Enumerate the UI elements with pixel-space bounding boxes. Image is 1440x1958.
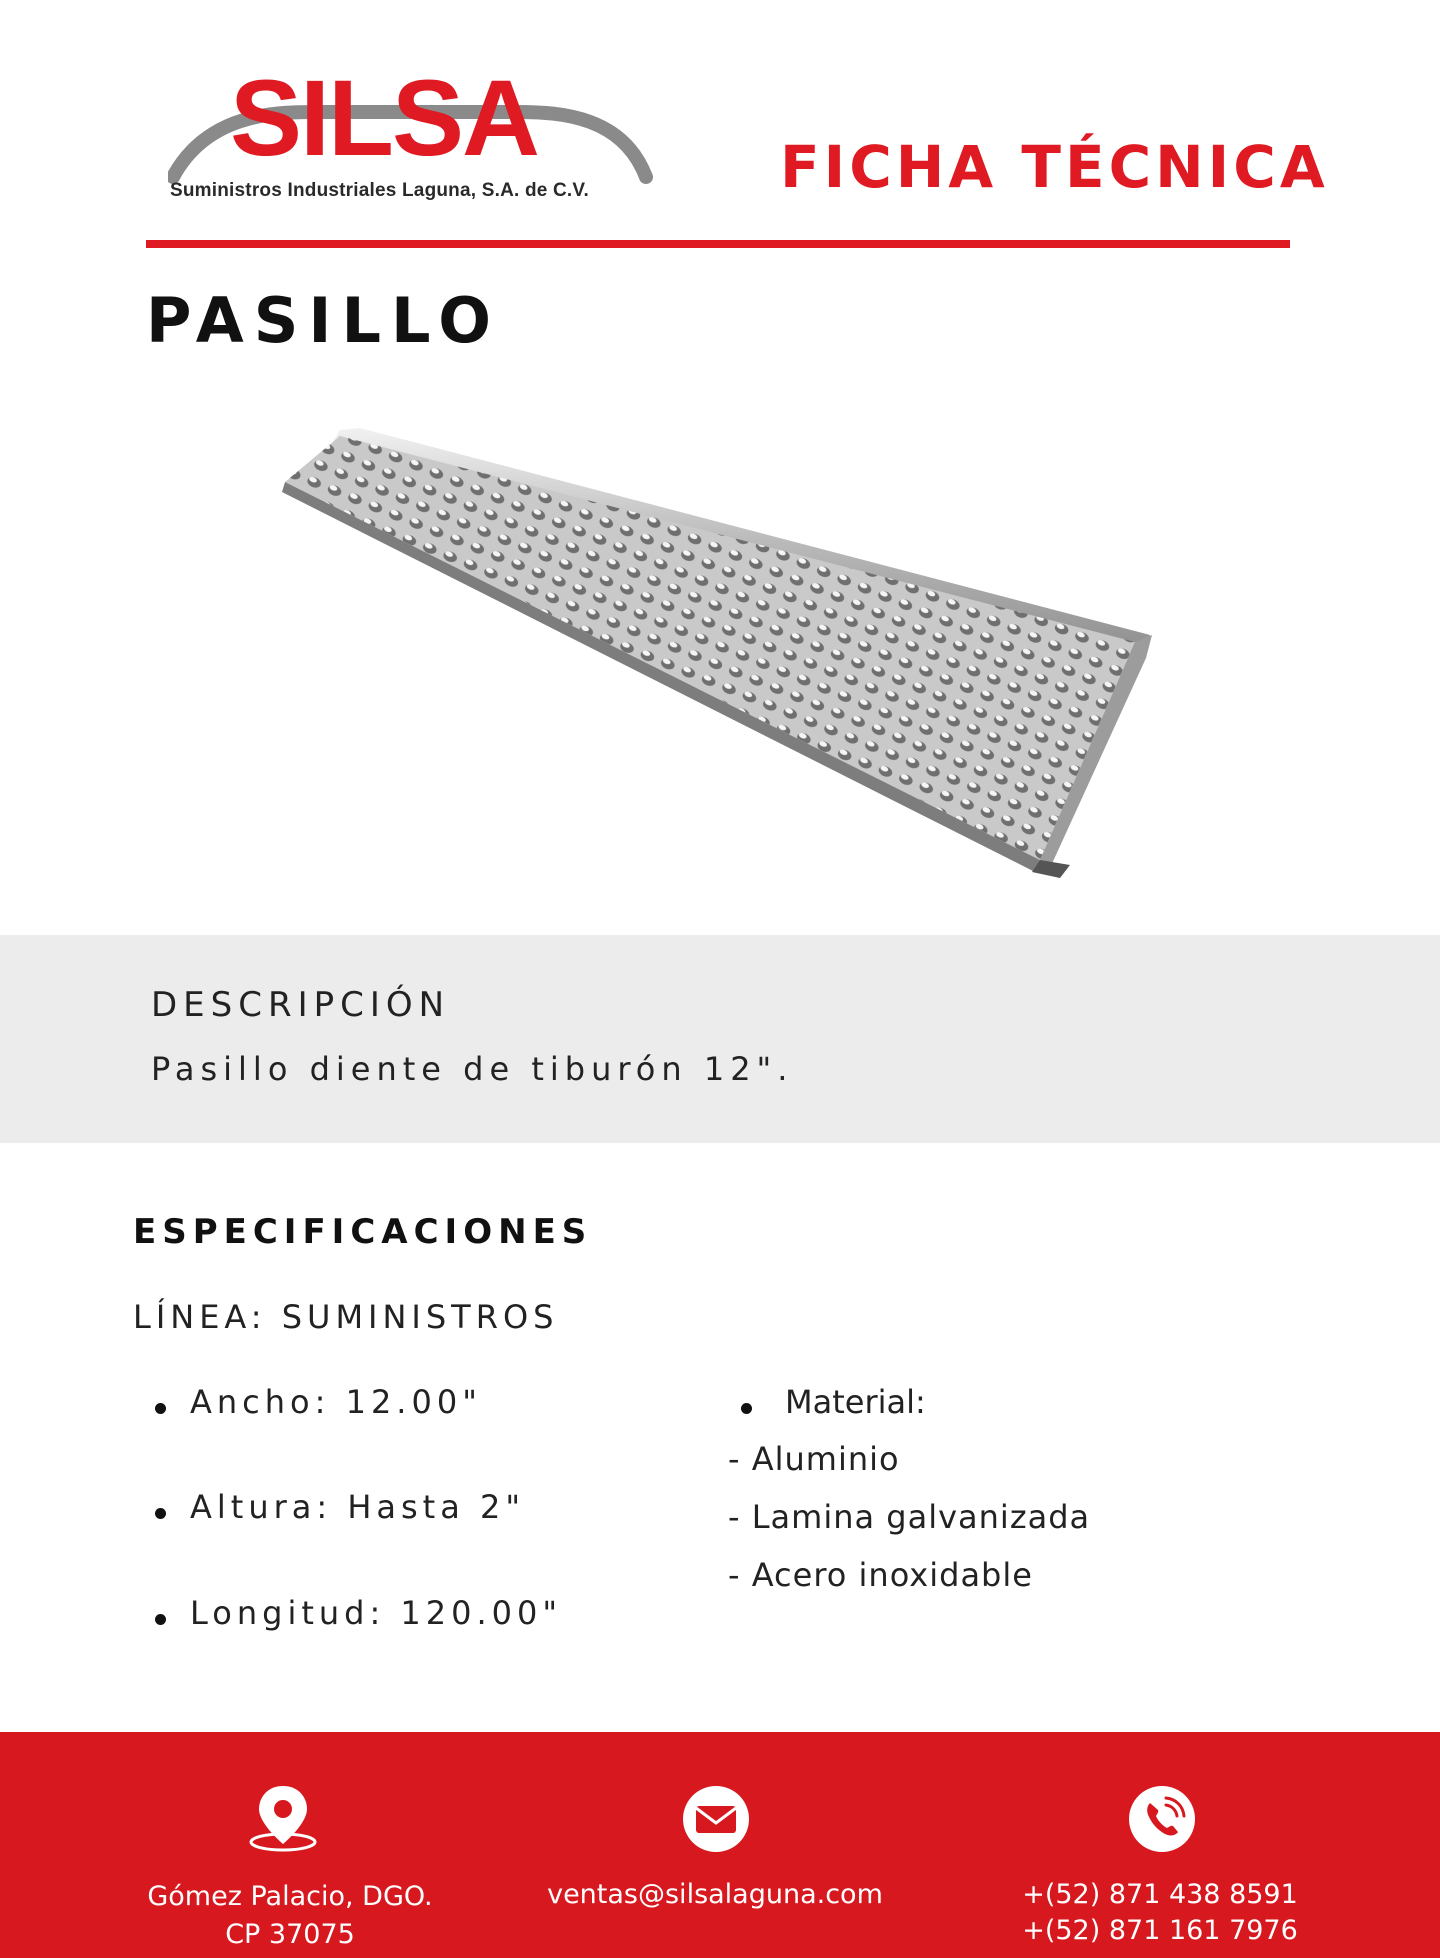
bullet [155,1614,166,1625]
footer-email[interactable]: ventas@silsalaguna.com [547,1879,883,1910]
specifications-heading: ESPECIFICACIONES [133,1212,593,1252]
spec-width: Ancho: 12.00" [190,1383,482,1421]
bullet [741,1403,752,1414]
footer-address-line2: CP 37075 [225,1919,355,1950]
spec-height: Altura: Hasta 2" [190,1488,526,1526]
phone-icon [1128,1785,1196,1853]
document-title: FICHA TÉCNICA [780,133,1329,201]
material-label: Material: [785,1383,926,1421]
description-heading: DESCRIPCIÓN [151,985,451,1025]
footer-address-line1: Gómez Palacio, DGO. [147,1881,433,1912]
location-pin-icon [245,1782,321,1854]
product-line: LÍNEA: SUMINISTROS [133,1298,559,1336]
spec-length: Longitud: 120.00" [190,1594,563,1632]
logo-wordmark: SILSA [230,57,539,178]
description-section [0,935,1440,1143]
material-item: - Lamina galvanizada [728,1498,1091,1536]
product-image [280,420,1160,880]
material-item: - Aluminio [728,1440,900,1478]
bullet [155,1403,166,1414]
material-item: - Acero inoxidable [728,1556,1033,1594]
logo-subtitle: Suministros Industriales Laguna, S.A. de C.V. [170,180,590,201]
product-title: PASILLO [146,284,501,357]
mail-icon [682,1785,750,1853]
footer-phone-2[interactable]: +(52) 871 161 7976 [1022,1915,1298,1946]
bullet [155,1508,166,1519]
header-divider [146,240,1290,248]
footer-phone-1[interactable]: +(52) 871 438 8591 [1022,1879,1298,1910]
description-text: Pasillo diente de tiburón 12". [151,1050,794,1088]
